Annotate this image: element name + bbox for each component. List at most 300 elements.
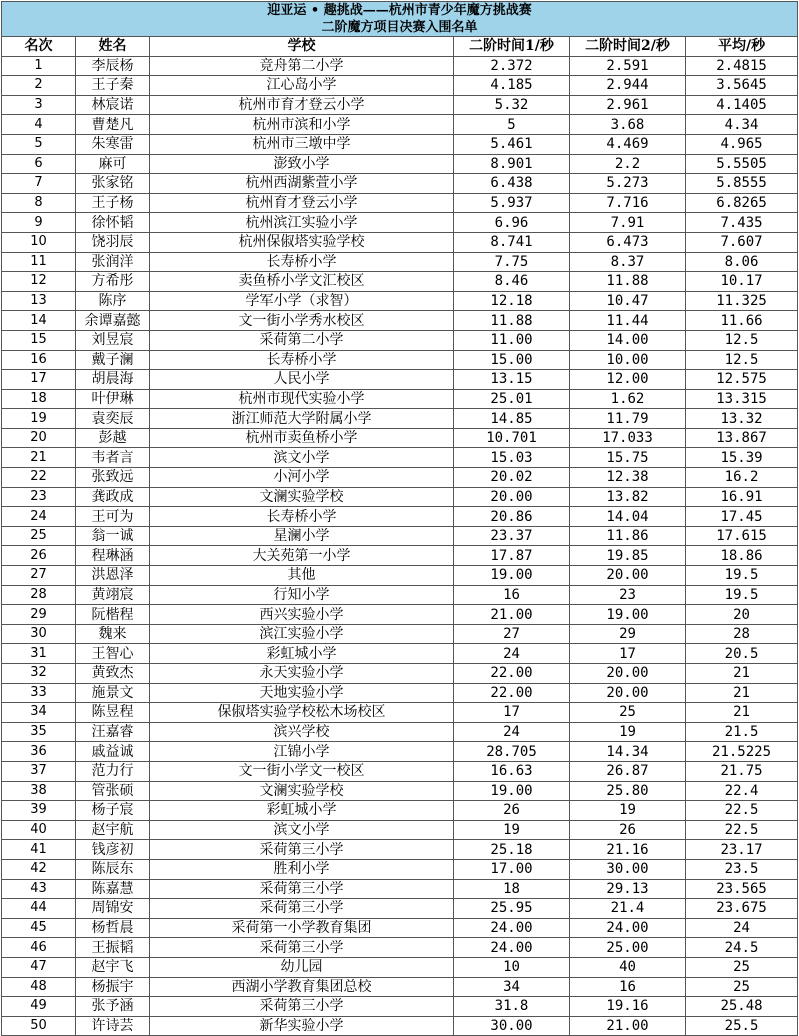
time2-cell: 21.4 [570, 899, 686, 919]
rank-cell: 25 [2, 526, 76, 546]
time1-cell: 10.701 [454, 428, 570, 448]
table-row [2, 742, 798, 762]
school-cell: 彩虹城小学 [150, 644, 454, 664]
rank-cell: 33 [2, 683, 76, 703]
time1-cell: 17.00 [454, 859, 570, 879]
table-row [2, 213, 798, 233]
average-cell: 19.5 [686, 585, 798, 605]
school-cell: 卖鱼桥小学文汇校区 [150, 272, 454, 292]
results-table [1, 1, 798, 1036]
time2-cell: 24.00 [570, 918, 686, 938]
table-row [2, 957, 798, 977]
name-cell: 王智心 [76, 644, 150, 664]
table-row [2, 232, 798, 252]
name-cell: 张润洋 [76, 252, 150, 272]
name-cell: 方希彤 [76, 272, 150, 292]
name-cell: 杨子宸 [76, 801, 150, 821]
average-cell: 23.17 [686, 840, 798, 860]
time1-cell: 4.185 [454, 76, 570, 96]
rank-cell: 14 [2, 311, 76, 331]
name-cell: 王子杨 [76, 193, 150, 213]
name-cell: 饶羽辰 [76, 232, 150, 252]
rank-cell: 47 [2, 957, 76, 977]
school-cell: 保俶塔实验学校松木场校区 [150, 703, 454, 723]
time2-cell: 11.44 [570, 311, 686, 331]
rank-cell: 9 [2, 213, 76, 233]
table-row [2, 899, 798, 919]
average-cell: 22.5 [686, 820, 798, 840]
table-row [2, 428, 798, 448]
time2-cell: 14.34 [570, 742, 686, 762]
time1-cell: 13.15 [454, 370, 570, 390]
time1-cell: 15.00 [454, 350, 570, 370]
rank-cell: 49 [2, 997, 76, 1017]
average-cell: 7.435 [686, 213, 798, 233]
time2-cell: 19.00 [570, 605, 686, 625]
school-cell: 江锦小学 [150, 742, 454, 762]
time1-cell: 31.8 [454, 997, 570, 1017]
average-cell: 21.5225 [686, 742, 798, 762]
rank-cell: 28 [2, 585, 76, 605]
time1-cell: 20.86 [454, 507, 570, 527]
name-cell: 洪恩泽 [76, 566, 150, 586]
time1-cell: 25.18 [454, 840, 570, 860]
name-cell: 陈嘉慧 [76, 879, 150, 899]
name-cell: 余谭嘉懿 [76, 311, 150, 331]
time1-cell: 11.00 [454, 330, 570, 350]
average-cell: 13.867 [686, 428, 798, 448]
average-cell: 22.4 [686, 781, 798, 801]
table-row [2, 1016, 798, 1036]
time2-cell: 5.273 [570, 174, 686, 194]
school-cell: 采荷第一小学教育集团 [150, 918, 454, 938]
table-row [2, 703, 798, 723]
column-header-time2: 二阶时间2/秒 [570, 37, 686, 57]
rank-cell: 15 [2, 330, 76, 350]
time2-cell: 1.62 [570, 389, 686, 409]
name-cell: 彭越 [76, 428, 150, 448]
school-cell: 西兴实验小学 [150, 605, 454, 625]
school-cell: 采荷第三小学 [150, 899, 454, 919]
table-row [2, 859, 798, 879]
table-row [2, 820, 798, 840]
average-cell: 23.675 [686, 899, 798, 919]
average-cell: 12.5 [686, 330, 798, 350]
average-cell: 11.66 [686, 311, 798, 331]
name-cell: 钱彦初 [76, 840, 150, 860]
rank-cell: 48 [2, 977, 76, 997]
average-cell: 10.17 [686, 272, 798, 292]
time1-cell: 26 [454, 801, 570, 821]
time1-cell: 5.461 [454, 134, 570, 154]
rank-cell: 3 [2, 95, 76, 115]
name-cell: 张家铭 [76, 174, 150, 194]
rank-cell: 43 [2, 879, 76, 899]
time1-cell: 18 [454, 879, 570, 899]
time2-cell: 20.00 [570, 664, 686, 684]
table-row [2, 683, 798, 703]
time2-cell: 10.47 [570, 291, 686, 311]
school-cell: 新华实验小学 [150, 1016, 454, 1036]
table-row [2, 291, 798, 311]
school-cell: 文澜实验学校 [150, 487, 454, 507]
table-row [2, 605, 798, 625]
table-row [2, 174, 798, 194]
name-cell: 程琳涵 [76, 546, 150, 566]
rank-cell: 13 [2, 291, 76, 311]
name-cell: 李辰杨 [76, 56, 150, 76]
school-cell: 永天实验小学 [150, 664, 454, 684]
rank-cell: 30 [2, 624, 76, 644]
rank-cell: 5 [2, 134, 76, 154]
time2-cell: 40 [570, 957, 686, 977]
rank-cell: 38 [2, 781, 76, 801]
time1-cell: 5.937 [454, 193, 570, 213]
rank-cell: 11 [2, 252, 76, 272]
time2-cell: 11.86 [570, 526, 686, 546]
time2-cell: 7.716 [570, 193, 686, 213]
time1-cell: 24 [454, 722, 570, 742]
table-row [2, 977, 798, 997]
rank-cell: 36 [2, 742, 76, 762]
average-cell: 12.5 [686, 350, 798, 370]
table-row [2, 389, 798, 409]
name-cell: 王振韬 [76, 938, 150, 958]
name-cell: 龚政成 [76, 487, 150, 507]
average-cell: 18.86 [686, 546, 798, 566]
name-cell: 杨振宇 [76, 977, 150, 997]
table-row [2, 252, 798, 272]
school-cell: 杭州西湖紫萱小学 [150, 174, 454, 194]
time2-cell: 25 [570, 703, 686, 723]
rank-cell: 27 [2, 566, 76, 586]
school-cell: 天地实验小学 [150, 683, 454, 703]
school-cell: 文澜实验学校 [150, 781, 454, 801]
table-row [2, 193, 798, 213]
time1-cell: 8.901 [454, 154, 570, 174]
school-cell: 竞舟第二小学 [150, 56, 454, 76]
school-cell: 大关苑第一小学 [150, 546, 454, 566]
table-row [2, 115, 798, 135]
average-cell: 21 [686, 664, 798, 684]
school-cell: 杭州滨江实验小学 [150, 213, 454, 233]
name-cell: 杨哲晨 [76, 918, 150, 938]
time1-cell: 17.87 [454, 546, 570, 566]
average-cell: 21 [686, 703, 798, 723]
average-cell: 6.8265 [686, 193, 798, 213]
school-cell: 文一街小学文一校区 [150, 761, 454, 781]
rank-cell: 31 [2, 644, 76, 664]
time1-cell: 34 [454, 977, 570, 997]
average-cell: 23.5 [686, 859, 798, 879]
name-cell: 曹楚凡 [76, 115, 150, 135]
table-row [2, 311, 798, 331]
average-cell: 16.91 [686, 487, 798, 507]
rank-cell: 21 [2, 448, 76, 468]
school-cell: 长寿桥小学 [150, 350, 454, 370]
table-row [2, 448, 798, 468]
time2-cell: 30.00 [570, 859, 686, 879]
rank-cell: 46 [2, 938, 76, 958]
name-cell: 刘昱宸 [76, 330, 150, 350]
name-cell: 陈辰东 [76, 859, 150, 879]
name-cell: 戚益诚 [76, 742, 150, 762]
rank-cell: 2 [2, 76, 76, 96]
time1-cell: 25.01 [454, 389, 570, 409]
time2-cell: 20.00 [570, 683, 686, 703]
time1-cell: 20.00 [454, 487, 570, 507]
table-row [2, 272, 798, 292]
average-cell: 20 [686, 605, 798, 625]
time2-cell: 26.87 [570, 761, 686, 781]
rank-cell: 50 [2, 1016, 76, 1036]
table-row [2, 526, 798, 546]
time1-cell: 16 [454, 585, 570, 605]
time1-cell: 25.95 [454, 899, 570, 919]
table-row [2, 56, 798, 76]
time2-cell: 19 [570, 722, 686, 742]
school-cell: 澎致小学 [150, 154, 454, 174]
time2-cell: 16 [570, 977, 686, 997]
table-row [2, 840, 798, 860]
name-cell: 陈序 [76, 291, 150, 311]
rank-cell: 34 [2, 703, 76, 723]
name-cell: 朱寒雷 [76, 134, 150, 154]
school-cell: 浙江师范大学附属小学 [150, 409, 454, 429]
table-row [2, 781, 798, 801]
rank-cell: 19 [2, 409, 76, 429]
school-cell: 滨文小学 [150, 820, 454, 840]
name-cell: 翁一诚 [76, 526, 150, 546]
table-row [2, 468, 798, 488]
average-cell: 3.5645 [686, 76, 798, 96]
school-cell: 长寿桥小学 [150, 507, 454, 527]
name-cell: 周锦安 [76, 899, 150, 919]
average-cell: 4.965 [686, 134, 798, 154]
time2-cell: 26 [570, 820, 686, 840]
school-cell: 文一街小学秀水校区 [150, 311, 454, 331]
table-row [2, 487, 798, 507]
time2-cell: 4.469 [570, 134, 686, 154]
table-row [2, 644, 798, 664]
sheet-title: 迎亚运 • 趣挑战——杭州市青少年魔方挑战赛 [2, 2, 798, 20]
school-cell: 西湖小学教育集团总校 [150, 977, 454, 997]
table-row [2, 918, 798, 938]
school-cell: 彩虹城小学 [150, 801, 454, 821]
time2-cell: 10.00 [570, 350, 686, 370]
time1-cell: 24 [454, 644, 570, 664]
time2-cell: 29 [570, 624, 686, 644]
average-cell: 23.565 [686, 879, 798, 899]
school-cell: 杭州市育才登云小学 [150, 95, 454, 115]
time2-cell: 17.033 [570, 428, 686, 448]
name-cell: 麻可 [76, 154, 150, 174]
school-cell: 杭州市滨和小学 [150, 115, 454, 135]
average-cell: 4.1405 [686, 95, 798, 115]
school-cell: 江心岛小学 [150, 76, 454, 96]
name-cell: 赵宇飞 [76, 957, 150, 977]
rank-cell: 40 [2, 820, 76, 840]
time2-cell: 20.00 [570, 566, 686, 586]
school-cell: 长寿桥小学 [150, 252, 454, 272]
name-cell: 韦者言 [76, 448, 150, 468]
name-cell: 张予涵 [76, 997, 150, 1017]
rank-cell: 26 [2, 546, 76, 566]
average-cell: 8.06 [686, 252, 798, 272]
school-cell: 采荷第二小学 [150, 330, 454, 350]
name-cell: 张致远 [76, 468, 150, 488]
name-cell: 范力行 [76, 761, 150, 781]
time1-cell: 5.32 [454, 95, 570, 115]
table-row [2, 350, 798, 370]
table-row [2, 997, 798, 1017]
school-cell: 滨江实验小学 [150, 624, 454, 644]
time1-cell: 2.372 [454, 56, 570, 76]
rank-cell: 12 [2, 272, 76, 292]
time1-cell: 19.00 [454, 566, 570, 586]
rank-cell: 44 [2, 899, 76, 919]
average-cell: 25 [686, 977, 798, 997]
time1-cell: 24.00 [454, 938, 570, 958]
time2-cell: 15.75 [570, 448, 686, 468]
time2-cell: 2.961 [570, 95, 686, 115]
school-cell: 行知小学 [150, 585, 454, 605]
average-cell: 24 [686, 918, 798, 938]
name-cell: 施景文 [76, 683, 150, 703]
table-row [2, 801, 798, 821]
school-cell: 采荷第三小学 [150, 879, 454, 899]
name-cell: 戴子澜 [76, 350, 150, 370]
time1-cell: 28.705 [454, 742, 570, 762]
table-row [2, 664, 798, 684]
table-row [2, 370, 798, 390]
time1-cell: 7.75 [454, 252, 570, 272]
name-cell: 阮楷程 [76, 605, 150, 625]
time1-cell: 12.18 [454, 291, 570, 311]
column-header-average: 平均/秒 [686, 37, 798, 57]
time1-cell: 23.37 [454, 526, 570, 546]
time1-cell: 19.00 [454, 781, 570, 801]
table-row [2, 546, 798, 566]
table-row [2, 624, 798, 644]
average-cell: 22.5 [686, 801, 798, 821]
time1-cell: 20.02 [454, 468, 570, 488]
time1-cell: 6.438 [454, 174, 570, 194]
name-cell: 王子秦 [76, 76, 150, 96]
time1-cell: 8.741 [454, 232, 570, 252]
average-cell: 25.48 [686, 997, 798, 1017]
time2-cell: 21.16 [570, 840, 686, 860]
average-cell: 25 [686, 957, 798, 977]
time2-cell: 14.00 [570, 330, 686, 350]
school-cell: 小河小学 [150, 468, 454, 488]
time1-cell: 5 [454, 115, 570, 135]
school-cell: 采荷第三小学 [150, 938, 454, 958]
rank-cell: 45 [2, 918, 76, 938]
time1-cell: 10 [454, 957, 570, 977]
rank-cell: 17 [2, 370, 76, 390]
table-row [2, 722, 798, 742]
rank-cell: 41 [2, 840, 76, 860]
name-cell: 王可为 [76, 507, 150, 527]
average-cell: 17.45 [686, 507, 798, 527]
school-cell: 杭州市现代实验小学 [150, 389, 454, 409]
name-cell: 袁奕辰 [76, 409, 150, 429]
table-row [2, 409, 798, 429]
school-cell: 滨文小学 [150, 448, 454, 468]
time1-cell: 17 [454, 703, 570, 723]
rank-cell: 35 [2, 722, 76, 742]
name-cell: 徐怀韬 [76, 213, 150, 233]
time2-cell: 11.79 [570, 409, 686, 429]
average-cell: 25.5 [686, 1016, 798, 1036]
time1-cell: 16.63 [454, 761, 570, 781]
time2-cell: 25.00 [570, 938, 686, 958]
school-cell: 胜利小学 [150, 859, 454, 879]
time2-cell: 19.16 [570, 997, 686, 1017]
time2-cell: 19 [570, 801, 686, 821]
average-cell: 13.315 [686, 389, 798, 409]
average-cell: 28 [686, 624, 798, 644]
average-cell: 15.39 [686, 448, 798, 468]
name-cell: 汪嘉睿 [76, 722, 150, 742]
school-cell: 幼儿园 [150, 957, 454, 977]
school-cell: 人民小学 [150, 370, 454, 390]
time2-cell: 21.00 [570, 1016, 686, 1036]
school-cell: 星澜小学 [150, 526, 454, 546]
average-cell: 12.575 [686, 370, 798, 390]
average-cell: 24.5 [686, 938, 798, 958]
average-cell: 5.8555 [686, 174, 798, 194]
table-row [2, 938, 798, 958]
time1-cell: 6.96 [454, 213, 570, 233]
rank-cell: 42 [2, 859, 76, 879]
average-cell: 7.607 [686, 232, 798, 252]
average-cell: 2.4815 [686, 56, 798, 76]
rank-cell: 22 [2, 468, 76, 488]
name-cell: 黄翊宸 [76, 585, 150, 605]
name-cell: 管张硕 [76, 781, 150, 801]
time2-cell: 2.2 [570, 154, 686, 174]
rank-cell: 18 [2, 389, 76, 409]
header-row [2, 37, 798, 57]
average-cell: 19.5 [686, 566, 798, 586]
time1-cell: 30.00 [454, 1016, 570, 1036]
time2-cell: 3.68 [570, 115, 686, 135]
time2-cell: 19.85 [570, 546, 686, 566]
school-cell: 采荷第三小学 [150, 840, 454, 860]
school-cell: 学军小学（求智） [150, 291, 454, 311]
rank-cell: 37 [2, 761, 76, 781]
time1-cell: 15.03 [454, 448, 570, 468]
name-cell: 魏来 [76, 624, 150, 644]
time2-cell: 13.82 [570, 487, 686, 507]
rank-cell: 39 [2, 801, 76, 821]
column-header-school: 学校 [150, 37, 454, 57]
school-cell: 杭州市三墩中学 [150, 134, 454, 154]
rank-cell: 6 [2, 154, 76, 174]
column-header-rank: 名次 [2, 37, 76, 57]
rank-cell: 32 [2, 664, 76, 684]
column-header-time1: 二阶时间1/秒 [454, 37, 570, 57]
rank-cell: 8 [2, 193, 76, 213]
time2-cell: 2.944 [570, 76, 686, 96]
time2-cell: 23 [570, 585, 686, 605]
table-row [2, 566, 798, 586]
average-cell: 20.5 [686, 644, 798, 664]
time1-cell: 24.00 [454, 918, 570, 938]
average-cell: 16.2 [686, 468, 798, 488]
